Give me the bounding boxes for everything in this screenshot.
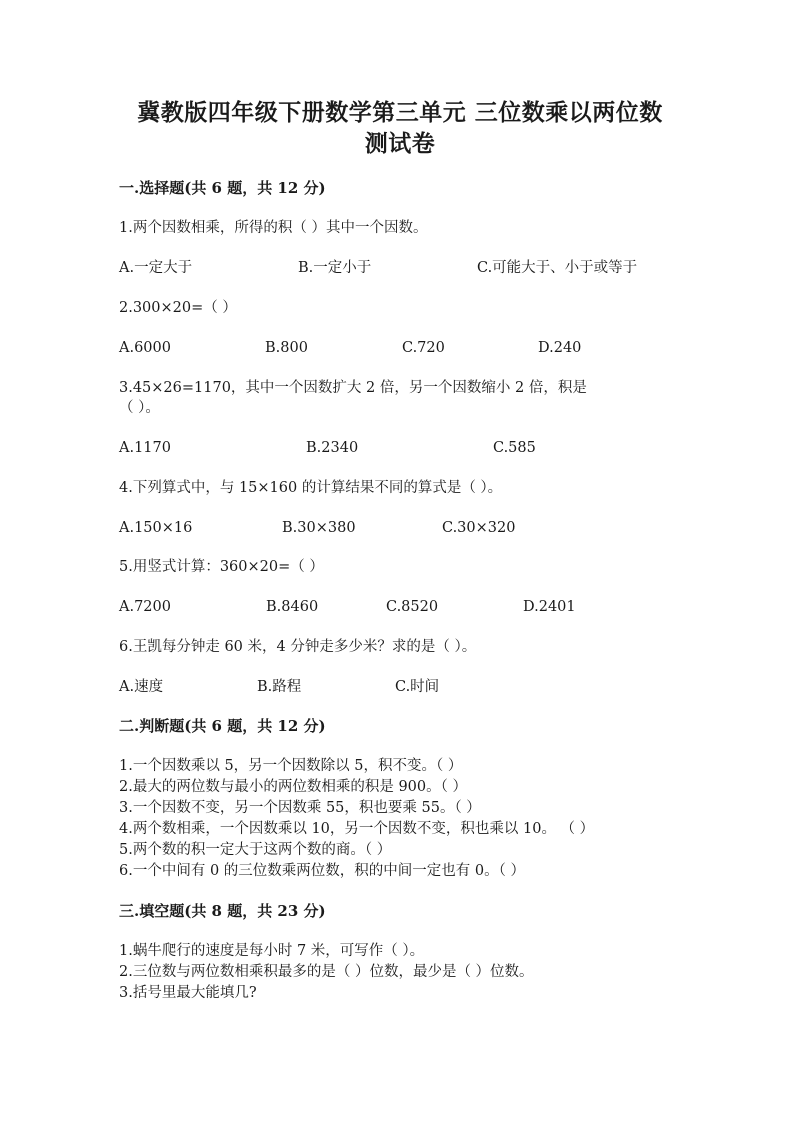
option-b: B.30×380 bbox=[282, 520, 356, 536]
option-c: C.可能大于、小于或等于 bbox=[477, 260, 638, 276]
section-heading-judge: 二.判断题(共 6 题，共 12 分) bbox=[119, 717, 326, 735]
judge-item: 6.一个中间有 0 的三位数乘两位数，积的中间一定也有 0。（ ） bbox=[119, 863, 525, 879]
section-heading-choice: 一.选择题(共 6 题，共 12 分) bbox=[119, 179, 326, 197]
judge-item: 5.两个数的积一定大于这两个数的商。（ ） bbox=[119, 842, 392, 858]
option-c: C.585 bbox=[493, 440, 536, 456]
option-b: B.路程 bbox=[257, 679, 302, 695]
option-c: C.720 bbox=[402, 340, 445, 356]
option-a: A.1170 bbox=[119, 440, 171, 456]
section-heading-fill: 三.填空题(共 8 题，共 23 分) bbox=[119, 902, 326, 920]
question-text: 2.300×20=（ ） bbox=[119, 300, 237, 316]
option-a: A.速度 bbox=[119, 679, 164, 695]
page-title-line1: 冀教版四年级下册数学第三单元 三位数乘以两位数 bbox=[137, 99, 663, 126]
option-a: A.一定大于 bbox=[119, 260, 193, 276]
option-d: D.2401 bbox=[523, 599, 576, 615]
option-a: A.150×16 bbox=[119, 520, 193, 536]
question-text: 3.45×26=1170，其中一个因数扩大 2 倍，另一个因数缩小 2 倍，积是 bbox=[119, 380, 587, 396]
question-text: 5.用竖式计算：360×20=（ ） bbox=[119, 559, 324, 575]
question-text: 4.下列算式中，与 15×160 的计算结果不同的算式是（ ）。 bbox=[119, 480, 503, 496]
page-title-line2: 测试卷 bbox=[364, 130, 436, 157]
judge-item: 2.最大的两位数与最小的两位数相乘的积是 900。（ ） bbox=[119, 779, 467, 795]
option-a: A.7200 bbox=[119, 599, 171, 615]
question-text: 6.王凯每分钟走 60 米，4 分钟走多少米？求的是（ ）。 bbox=[119, 639, 477, 655]
judge-item: 4.两个数相乘，一个因数乘以 10，另一个因数不变，积也乘以 10。 （ ） bbox=[119, 821, 595, 837]
judge-item: 3.一个因数不变，另一个因数乘 55，积也要乘 55。（ ） bbox=[119, 800, 481, 816]
judge-item: 1.一个因数乘以 5，另一个因数除以 5，积不变。（ ） bbox=[119, 758, 463, 774]
question-text: 1.两个因数相乘，所得的积（ ）其中一个因数。 bbox=[119, 220, 428, 236]
option-d: D.240 bbox=[538, 340, 582, 356]
option-c: C.30×320 bbox=[442, 520, 516, 536]
fill-item: 3.括号里最大能填几? bbox=[119, 985, 257, 1001]
option-b: B.一定小于 bbox=[298, 260, 372, 276]
option-b: B.800 bbox=[265, 340, 308, 356]
option-a: A.6000 bbox=[119, 340, 171, 356]
fill-item: 1.蜗牛爬行的速度是每小时 7 米，可写作（ ）。 bbox=[119, 943, 425, 959]
question-text-continued: （ ）。 bbox=[119, 400, 160, 416]
option-b: B.8460 bbox=[266, 599, 319, 615]
option-c: C.8520 bbox=[386, 599, 439, 615]
option-b: B.2340 bbox=[306, 440, 359, 456]
fill-item: 2.三位数与两位数相乘积最多的是（ ）位数，最少是（ ）位数。 bbox=[119, 964, 534, 980]
option-c: C.时间 bbox=[395, 679, 440, 695]
